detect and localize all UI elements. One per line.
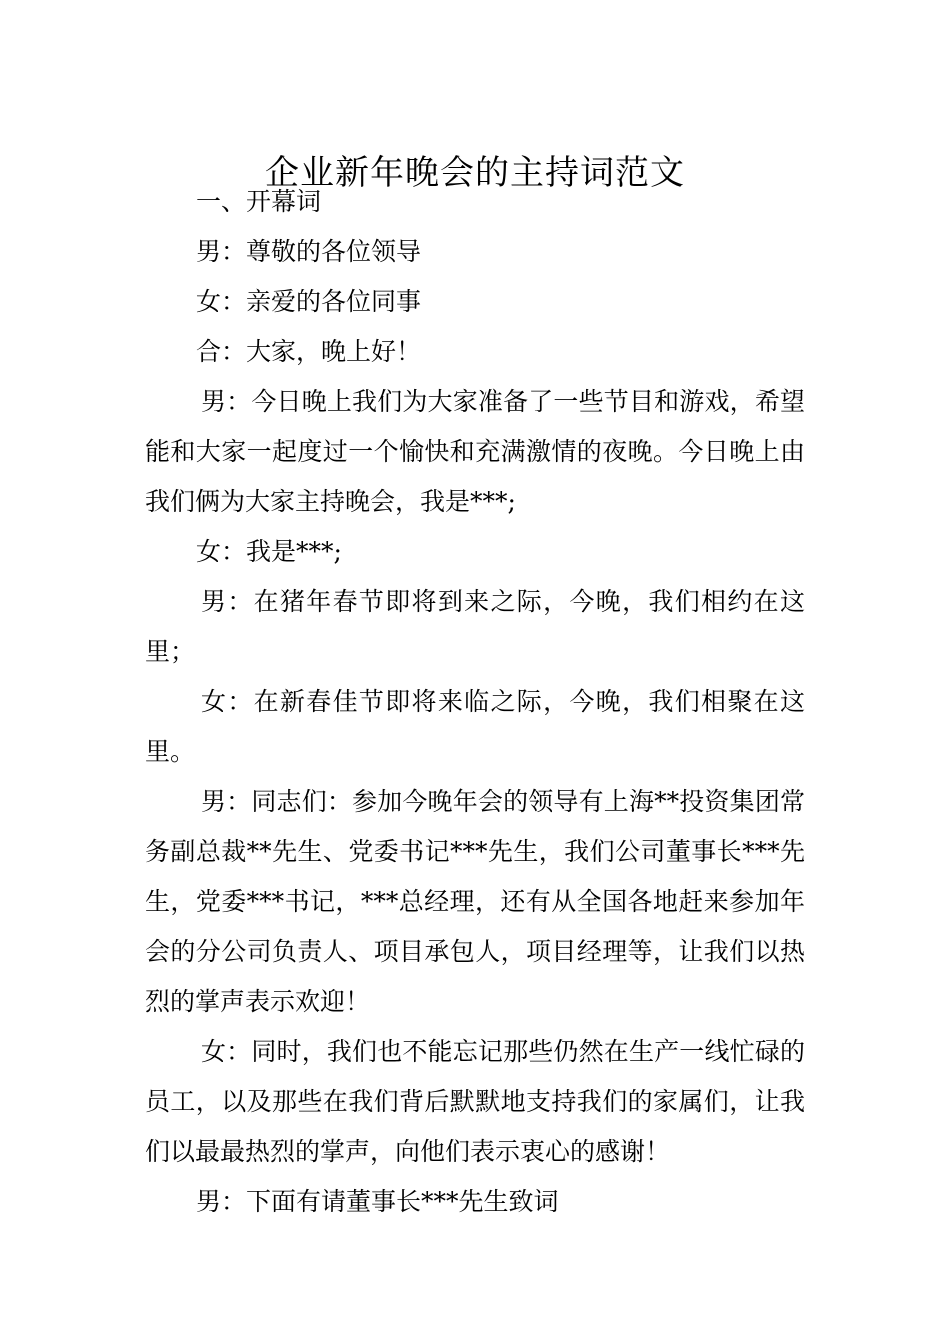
paragraph-male-spring: 男：在猪年春节即将到来之际，今晚，我们相约在这里； bbox=[145, 587, 805, 666]
paragraph-male-invite: 男：下面有请董事长***先生致词 bbox=[196, 1187, 559, 1216]
document-title: 企业新年晚会的主持词范文 bbox=[265, 152, 685, 193]
paragraph-female-thanks: 女：同时，我们也不能忘记那些仍然在生产一线忙碌的员工，以及那些在我们背后默默地支持我们的家属们，让我们以最最热烈的掌声，向他们表示衷心的感谢！ bbox=[145, 1037, 805, 1166]
document-body bbox=[145, 177, 805, 1227]
section-heading-opening: 一、开幕词 bbox=[196, 187, 322, 216]
paragraph-together-greeting: 合：大家，晚上好！ bbox=[196, 337, 422, 366]
paragraph-male-leaders: 男：同志们：参加今晚年会的领导有上海**投资集团常务副总裁**先生、党委书记***先生，我们公司董事长***先生，党委***书记，***总经理，还有从全国各地赶来参加年会的分公司负责人、项目承包人，项目经理等，让我们以热烈的掌声表示欢迎！ bbox=[145, 787, 805, 1016]
paragraph-female-spring: 女：在新春佳节即将来临之际，今晚，我们相聚在这里。 bbox=[145, 687, 805, 766]
paragraph-female-intro: 女：我是***; bbox=[196, 537, 342, 566]
paragraph-male-greeting: 男：尊敬的各位领导 bbox=[196, 237, 422, 266]
paragraph-male-intro: 男：今日晚上我们为大家准备了一些节目和游戏，希望能和大家一起度过一个愉快和充满激情的夜晚。今日晚上由我们俩为大家主持晚会，我是***; bbox=[145, 387, 805, 516]
paragraph-female-greeting: 女：亲爱的各位同事 bbox=[196, 287, 422, 316]
